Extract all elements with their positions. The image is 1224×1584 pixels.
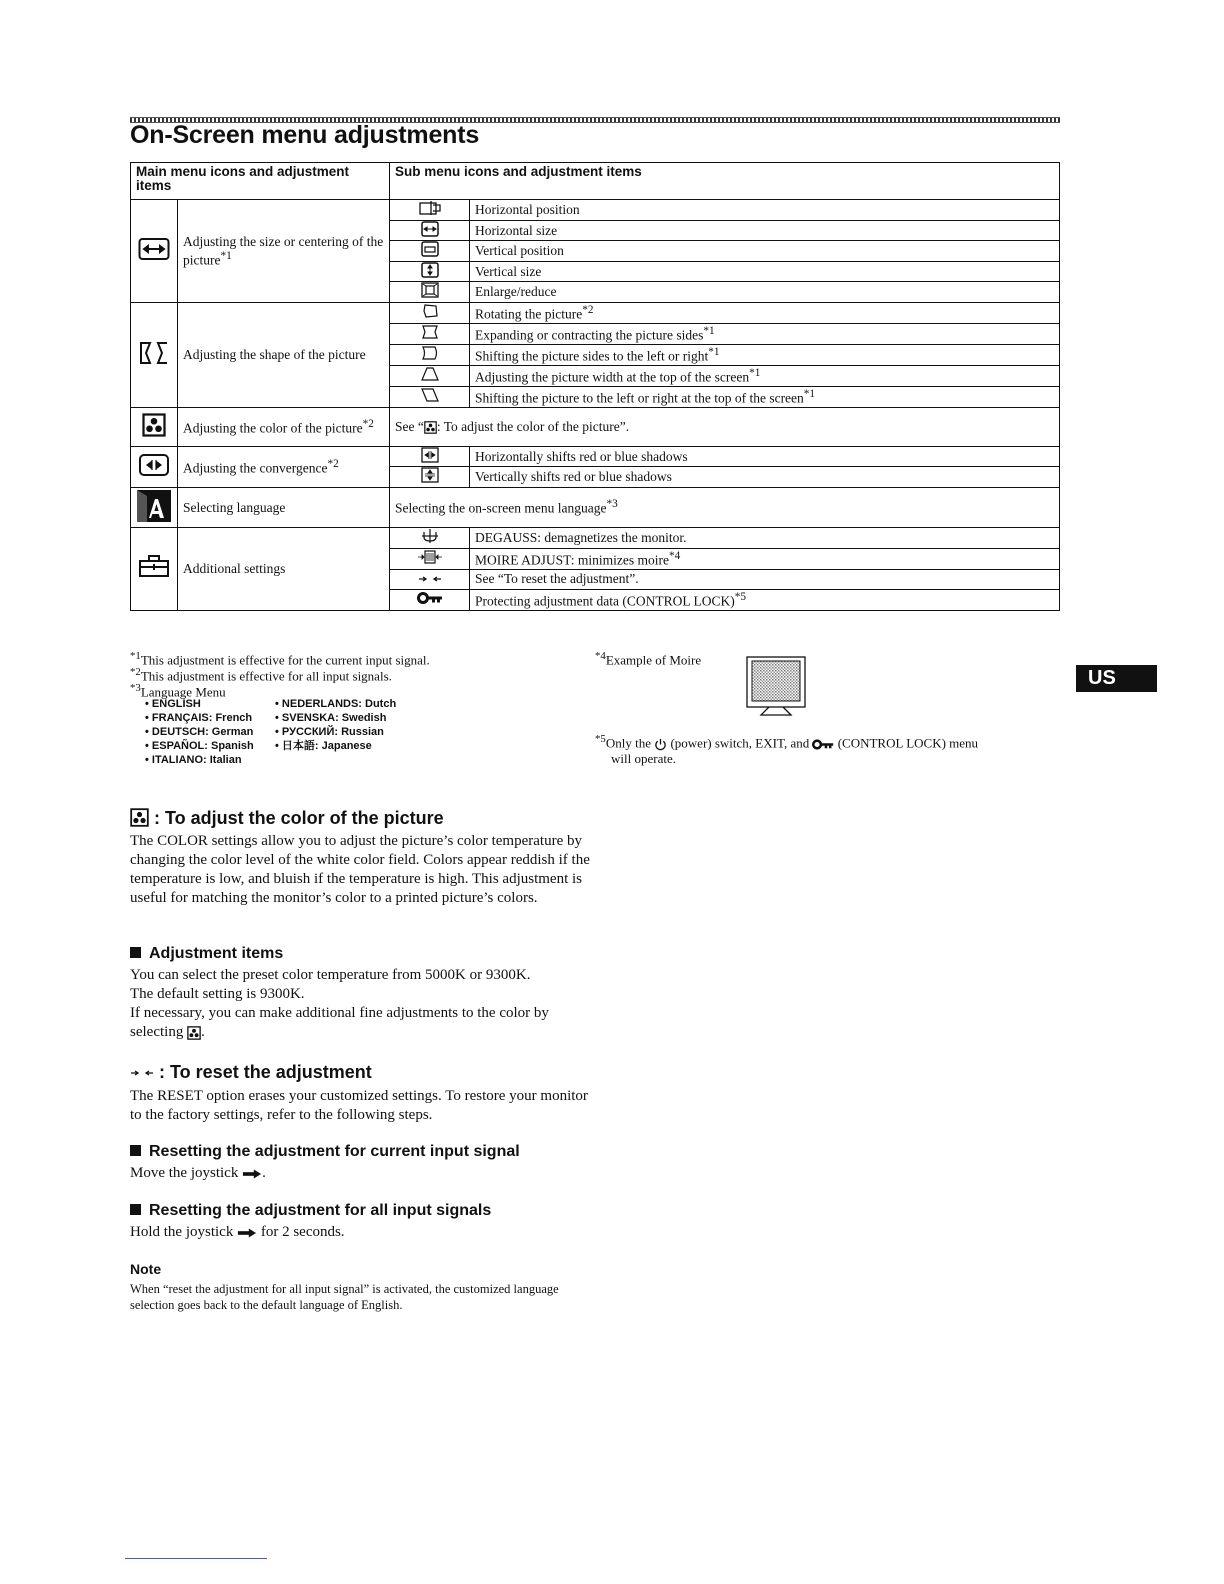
options-icon <box>131 528 178 611</box>
horizontal-size-icon <box>390 220 470 241</box>
sub-label: Vertically shifts red or blue shadows <box>470 467 1060 488</box>
language-item: • ESPAÑOL: Spanish <box>145 740 254 752</box>
sub-label: DEGAUSS: demagnetizes the monitor. <box>470 528 1060 549</box>
main-label-language: Selecting language <box>178 487 390 528</box>
sub-label: See “To reset the adjustment”. <box>470 569 1060 589</box>
language-icon <box>131 487 178 528</box>
sub-label: Shifting the picture sides to the left or right$^{*1}$ <box>470 344 1060 365</box>
moire-icon <box>390 548 470 569</box>
lock-key-icon <box>812 739 834 750</box>
sub-label: Adjusting the picture width at the top of the screen$^{*1}$ <box>470 365 1060 386</box>
note-heading: Note <box>130 1261 162 1277</box>
vertical-convergence-icon <box>390 467 470 488</box>
color-section-body: The COLOR settings allow you to adjust the picture’s color temperature by changing the color level of the white color field. Colors appear reddish if the temperature is low, and bluish if the temperature is high. This adjustment is useful for matching the monitor’s color to a printed picture’s colors. <box>130 833 590 906</box>
note-body: When “reset the adjustment for all input signal” is activated, the customized language selection goes back to the default language of English. <box>130 1282 559 1312</box>
reset-all-body: Hold the joystick for 2 seconds. <box>130 1224 345 1240</box>
sub-label: Expanding or contracting the picture sides$^{*1}$ <box>470 323 1060 344</box>
key-balance-icon <box>390 386 470 407</box>
size-center-icon <box>131 200 178 303</box>
language-item: • РУССКИЙ: Russian <box>275 726 384 738</box>
adjustment-items-heading: Adjustment items <box>130 945 283 963</box>
vertical-size-icon <box>390 261 470 282</box>
sub-label: Horizontally shifts red or blue shadows <box>470 446 1060 467</box>
color-see-reference: See “ : To adjust the color of the picture”. <box>390 407 1060 446</box>
reset-icon <box>390 569 470 589</box>
footnote-3: $^{*3}$Language Menu <box>130 682 226 700</box>
reset-current-heading: Resetting the adjustment for current input signal <box>130 1143 520 1161</box>
vertical-position-icon <box>390 241 470 262</box>
sub-label: Horizontal position <box>470 200 1060 221</box>
pincushion-icon <box>390 323 470 344</box>
footnote-5: $^{*5}$Only the (power) switch, EXIT, and (CONTROL LOCK) menu will operate. <box>595 733 979 766</box>
main-label-convergence: Adjusting the convergence$^{*2}$ <box>178 446 390 487</box>
language-item: • 日本語: Japanese <box>275 740 372 752</box>
convergence-icon <box>131 446 178 487</box>
language-item: • ENGLISH <box>145 698 201 710</box>
color-icon <box>130 808 149 827</box>
sub-label: Shifting the picture to the left or right at the top of the screen$^{*1}$ <box>470 386 1060 407</box>
main-label-shape: Adjusting the shape of the picture <box>178 302 390 407</box>
header-main: Main menu icons and adjustment items <box>131 163 390 200</box>
reset-all-heading: Resetting the adjustment for all input signals <box>130 1202 491 1220</box>
footnote-4: $^{*4}$Example of Moire <box>595 650 702 668</box>
sub-label: Vertical size <box>470 261 1060 282</box>
language-item: • DEUTSCH: German <box>145 726 254 738</box>
joystick-arrow-icon <box>237 1228 257 1238</box>
page-title: On-Screen menu adjustments <box>130 121 480 149</box>
main-label-color: Adjusting the color of the picture$^{*2}$ <box>178 407 390 446</box>
pin-balance-icon <box>390 344 470 365</box>
sub-label: Horizontal size <box>470 220 1060 241</box>
horizontal-convergence-icon <box>390 446 470 467</box>
rotation-icon <box>390 302 470 323</box>
region-tab: US <box>1076 665 1157 692</box>
language-item: • FRANÇAIS: French <box>145 712 253 724</box>
color-icon <box>187 1026 201 1040</box>
power-icon <box>654 738 667 751</box>
sub-label: Protecting adjustment data (CONTROL LOCK)$^{*5}$ <box>470 589 1060 610</box>
enlarge-reduce-icon <box>390 282 470 303</box>
language-item: • SVENSKA: Swedish <box>275 712 387 724</box>
language-item: • ITALIANO: Italian <box>145 754 242 766</box>
reset-section-body: The RESET option erases your customized settings. To restore your monitor to the factory settings, refer to the following steps. <box>130 1088 588 1123</box>
adjustment-items-body: You can select the preset color temperature from 5000K or 9300K. The default setting is 9300K. If necessary, you can make additional fine adjustments to the color by selecting . <box>130 967 549 1040</box>
reset-icon <box>130 1069 154 1077</box>
bottom-rule <box>125 1558 267 1559</box>
color-section-title: : To adjust the color of the picture <box>130 808 444 829</box>
language-item: • NEDERLANDS: Dutch <box>275 698 397 710</box>
joystick-arrow-icon <box>242 1169 262 1179</box>
sub-label: Vertical position <box>470 241 1060 262</box>
reset-section-title: : To reset the adjustment <box>130 1062 372 1083</box>
reset-current-body: Move the joystick . <box>130 1165 266 1181</box>
menu-table <box>130 162 1060 611</box>
keystone-icon <box>390 365 470 386</box>
sub-label: Rotating the picture$^{*2}$ <box>470 302 1060 323</box>
sub-label: MOIRE ADJUST: minimizes moire$^{*4}$ <box>470 548 1060 569</box>
main-label-size: Adjusting the size or centering of the picture$^{*1}$ <box>178 200 390 303</box>
main-label-additional: Additional settings <box>178 528 390 611</box>
color-icon <box>131 407 178 446</box>
footnote-2: $^{*2}$This adjustment is effective for all input signals. <box>130 666 392 684</box>
header-sub: Sub menu icons and adjustment items <box>390 163 1060 200</box>
degauss-icon <box>390 528 470 549</box>
horizontal-position-icon <box>390 200 470 221</box>
shape-icon <box>131 302 178 407</box>
sub-label: Enlarge/reduce <box>470 282 1060 303</box>
language-sub-text: Selecting the on-screen menu language$^{*3}$ <box>390 487 1060 528</box>
color-icon <box>424 421 437 434</box>
lock-key-icon <box>390 589 470 610</box>
moire-example-monitor-icon <box>745 655 809 724</box>
footnote-1: $^{*1}$This adjustment is effective for the current input signal. <box>130 650 430 668</box>
